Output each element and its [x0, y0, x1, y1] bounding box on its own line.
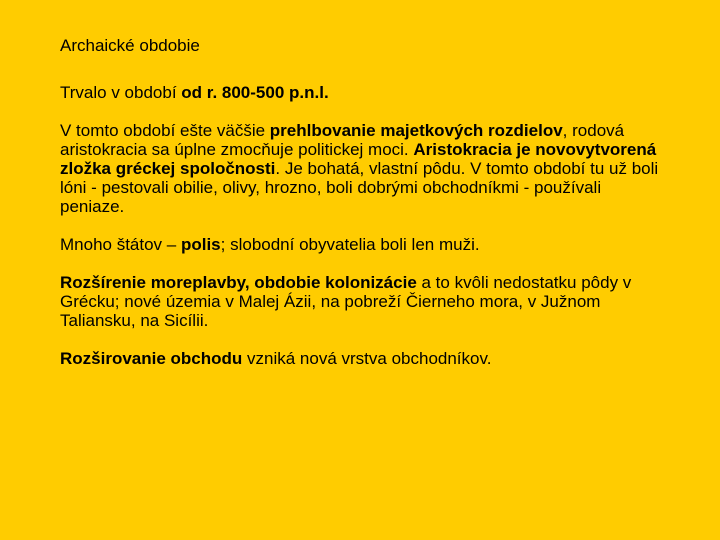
paragraph-period — [60, 83, 660, 102]
text-segment-bold: Rozšírenie moreplavby, obdobie kolonizácie — [60, 273, 417, 292]
paragraph-aristocracy — [60, 121, 660, 216]
slide-title: Archaické obdobie — [60, 36, 200, 55]
text-segment: , rodová aristokracia sa úplne zmocňuje politickej moci. — [60, 121, 625, 159]
text-segment-bold: prehlbovanie majetkových rozdielov — [269, 121, 563, 140]
paragraph-colonization — [60, 273, 660, 330]
slide-content — [60, 36, 660, 368]
text-segment-bold: od r. 800-500 p.n.l. — [181, 83, 329, 102]
text-segment-bold: Rozširovanie obchodu — [60, 349, 243, 368]
paragraph-polis — [60, 235, 660, 254]
text-segment: V tomto období ešte väčšie — [60, 121, 270, 140]
text-segment-bold: polis — [180, 235, 221, 254]
text-segment: ; slobodní obyvatelia boli len muži. — [220, 235, 480, 254]
text-segment: Mnoho štátov – — [60, 235, 181, 254]
text-segment: a to kvôli nedostatku pôdy v Grécku; nové územia v Malej Ázii, na pobreží Čierneho mora, v Južnom Taliansku, na Sicílii. — [60, 273, 632, 330]
paragraph-trade — [60, 349, 660, 368]
text-segment: Trvalo v období — [60, 83, 182, 102]
text-segment: . Je bohatá, vlastní pôdu. V tomto období tu už boli lóni - pestovali obilie, olivy, hrozno, boli dobrými obchodníkmi - používali peniaze. — [60, 159, 659, 216]
text-segment-bold: Aristokracia je novovytvorená zložka gréckej spoločnosti — [60, 140, 657, 178]
text-segment: vzniká nová vrstva obchodníkov. — [242, 349, 492, 368]
